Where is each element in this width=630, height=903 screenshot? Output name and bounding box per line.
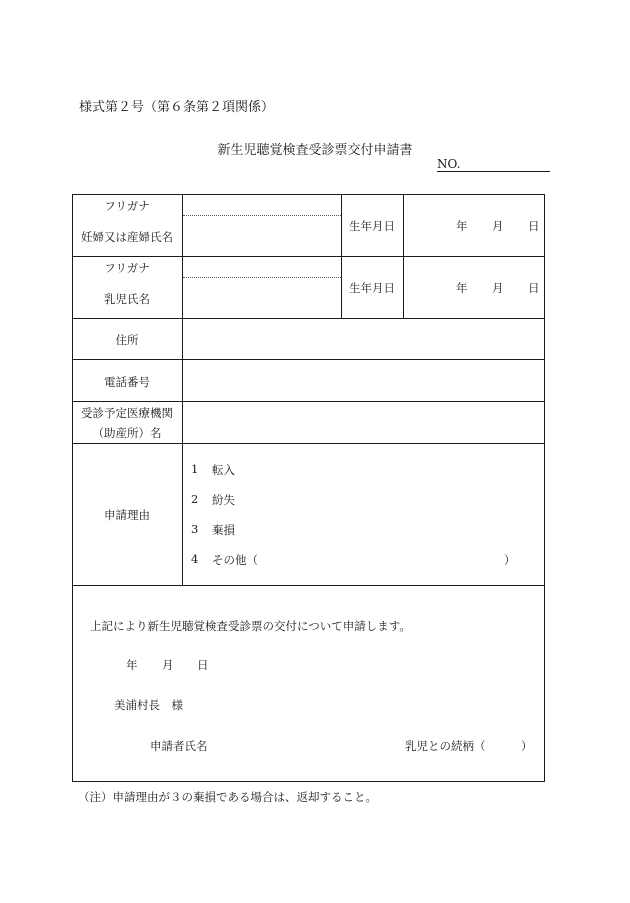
phone-label: 電話番号	[104, 375, 150, 389]
furigana-divider-infant	[183, 277, 341, 278]
mother-birth-month-unit: 月	[492, 219, 504, 233]
reason-label: 申請理由	[104, 508, 150, 522]
mother-name-field[interactable]	[183, 217, 340, 255]
relationship-field[interactable]	[487, 734, 519, 752]
number-field[interactable]	[437, 171, 550, 172]
clinic-label-line1: 受診予定医療機関	[81, 406, 173, 420]
reason-other-close-paren: ）	[504, 553, 516, 567]
infant-furigana-field[interactable]	[183, 257, 340, 276]
infant-birth-year-unit: 年	[456, 281, 468, 295]
reason-item-damaged[interactable]: 棄損	[212, 523, 235, 537]
relationship-label: 乳児との続柄（	[405, 739, 486, 753]
form-number: 様式第２号（第６条第２項関係）	[79, 100, 275, 115]
mother-name-label: 妊婦又は産婦氏名	[81, 230, 173, 244]
infant-birthdate-field[interactable]	[404, 257, 544, 317]
mother-birthdate-label: 生年月日	[349, 219, 395, 233]
applicant-name-label: 申請者氏名	[150, 739, 208, 753]
applicant-name-field[interactable]	[216, 734, 386, 752]
application-date-field[interactable]	[100, 655, 210, 673]
infant-birthdate-label: 生年月日	[349, 281, 395, 295]
footnote: （注）申請理由が３の棄損である場合は、返却すること。	[78, 790, 377, 804]
row-divider	[72, 585, 545, 586]
relationship-close-paren: ）	[521, 739, 533, 753]
furigana-divider-mother	[183, 215, 341, 216]
reason-item-number: 2	[191, 492, 199, 506]
infant-name-label: 乳児氏名	[104, 292, 150, 306]
reason-item-number: 3	[191, 522, 199, 536]
infant-birth-day-unit: 日	[528, 281, 540, 295]
number-label: NO.	[437, 157, 461, 171]
mother-furigana-field[interactable]	[183, 195, 340, 214]
column-divider	[341, 194, 342, 318]
reason-item-number: 4	[191, 552, 199, 566]
application-day-unit: 日	[197, 658, 209, 672]
infant-furigana-label: フリガナ	[104, 261, 150, 275]
application-month-unit: 月	[162, 658, 174, 672]
address-field[interactable]	[183, 319, 544, 358]
reason-item-lost[interactable]: 紛失	[212, 493, 235, 507]
reason-item-transfer[interactable]: 転入	[212, 463, 235, 477]
mother-birth-year-unit: 年	[456, 219, 468, 233]
row-divider	[72, 443, 545, 444]
addressee: 美浦村長 様	[114, 698, 183, 712]
mother-birth-day-unit: 日	[528, 219, 540, 233]
declaration-statement: 上記により新生児聴覚検査受診票の交付について申請します。	[90, 619, 411, 633]
application-year-unit: 年	[126, 658, 138, 672]
clinic-label-line2: （助産所）名	[92, 426, 162, 440]
address-label: 住所	[115, 333, 139, 347]
reason-item-number: 1	[191, 462, 199, 476]
infant-birth-month-unit: 月	[492, 281, 504, 295]
phone-field[interactable]	[183, 360, 544, 400]
reason-other-field[interactable]	[262, 549, 502, 567]
reason-item-other[interactable]: その他（	[212, 553, 258, 567]
mother-furigana-label: フリガナ	[104, 199, 150, 213]
form-title: 新生児聴覚検査受診票交付申請書	[217, 143, 413, 158]
clinic-field[interactable]	[183, 402, 544, 442]
infant-name-field[interactable]	[183, 279, 340, 317]
mother-birthdate-field[interactable]	[404, 195, 544, 255]
